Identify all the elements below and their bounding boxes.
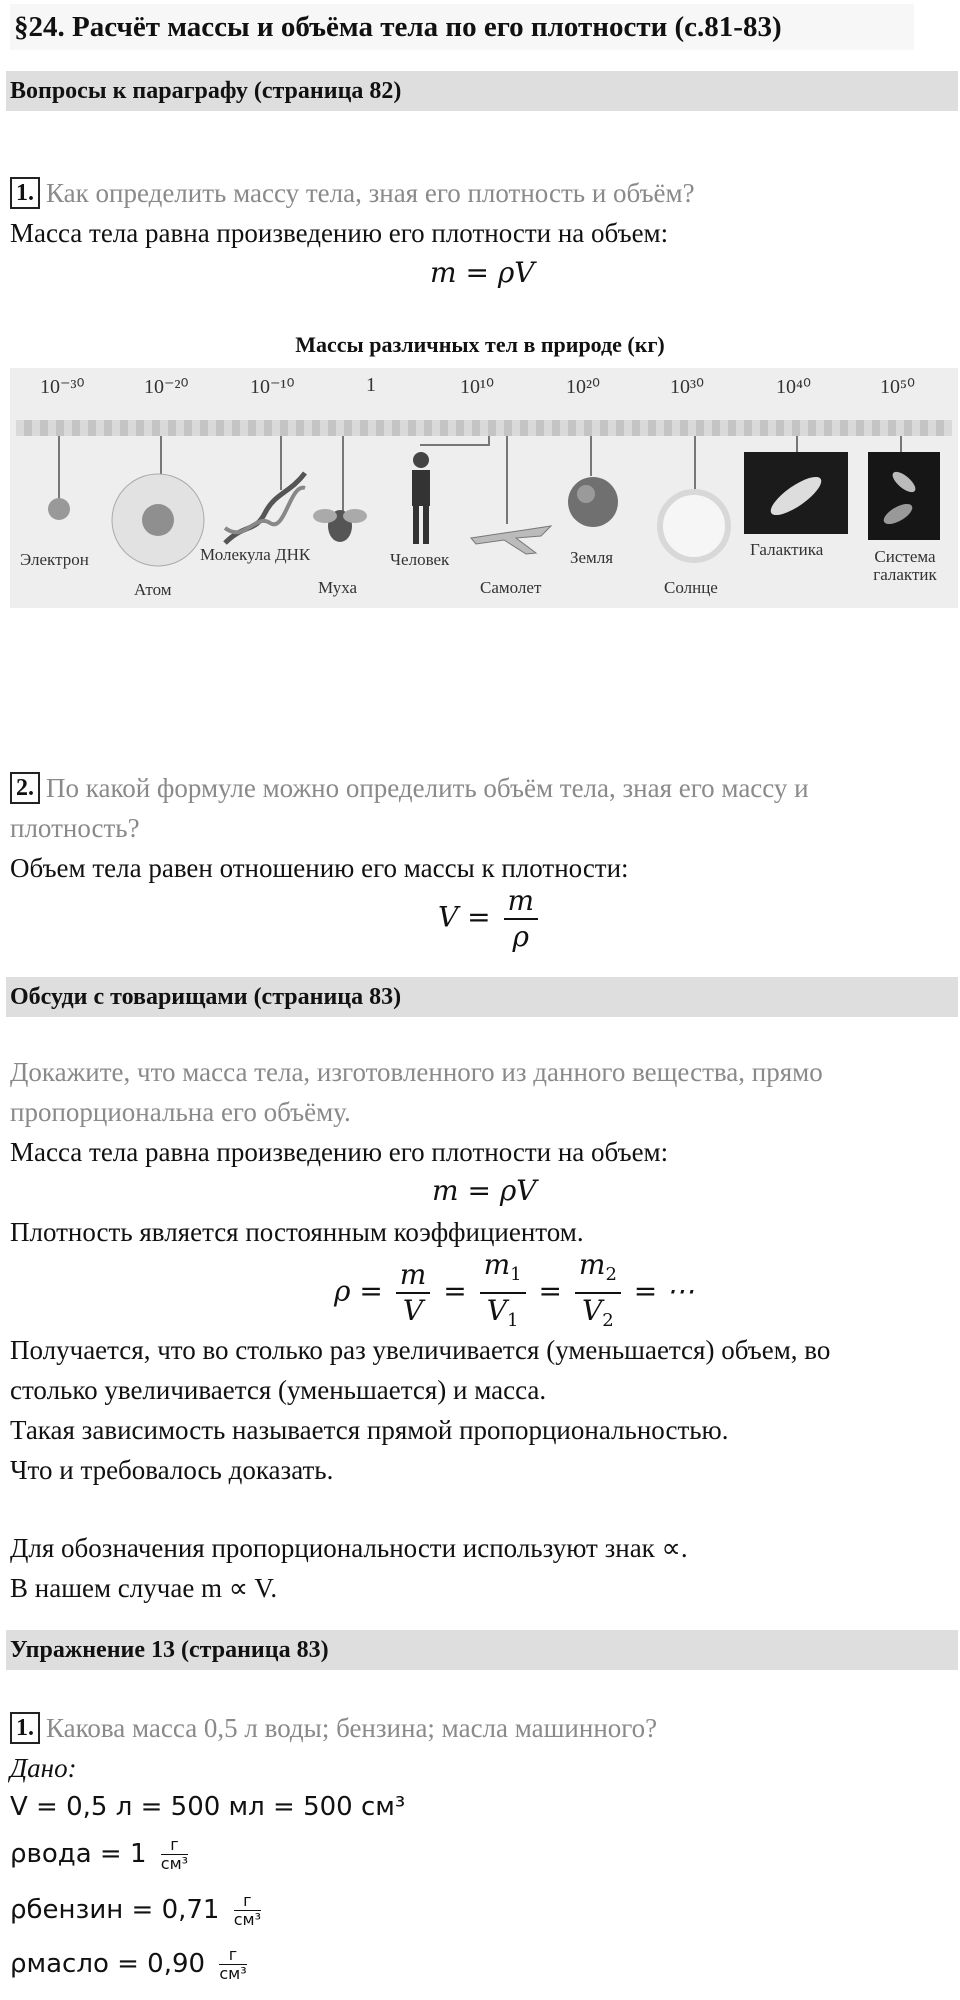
tick-label: 10⁻²⁰ (144, 376, 189, 398)
galaxy-system-image (868, 452, 940, 540)
question-number: 1. (10, 1712, 40, 1744)
discuss-section-header: Обсуди с товарищами (страница 83) (6, 977, 958, 1017)
figure-label-person: Человек (390, 550, 450, 569)
question-number: 2. (10, 772, 40, 804)
fly-image (310, 498, 370, 548)
discuss-line2: Плотность является постоянным коэффициентом. (10, 1217, 584, 1247)
given-label: Дано: (10, 1753, 77, 1783)
figure-label-electron: Электрон (20, 550, 89, 569)
stem (420, 444, 490, 446)
figure-label-galaxy-system: Система галактик (873, 547, 937, 584)
question-text-line1: По какой формуле можно определить объём тела, зная его массу и (46, 773, 809, 803)
unit-denominator: см³ (160, 1854, 189, 1873)
earth-image (566, 472, 620, 532)
dna-image (220, 468, 310, 548)
discuss-line7: Для обозначения пропорциональности используют знак ∝. (10, 1533, 688, 1563)
scale-bar (16, 420, 952, 436)
formula-mass-repeat: m = ρV (432, 1174, 537, 1207)
density-oil-line (10, 1946, 247, 1983)
discuss-line6: Что и требовалось доказать. (10, 1455, 334, 1485)
figure-label-airplane: Самолет (480, 578, 542, 597)
tick-label: 10⁻³⁰ (40, 376, 85, 398)
unit-fraction (234, 1892, 261, 1929)
figure-label-atom: Атом (134, 580, 172, 599)
question-number: 1. (10, 177, 40, 209)
density-oil: ρмасло = 0,90 (10, 1949, 206, 1979)
figure-label-dna: Молекула ДНК (200, 545, 311, 564)
mass-scale-figure (10, 368, 958, 608)
question-2 (10, 768, 809, 808)
unit-fraction (219, 1946, 246, 1983)
figure-label-earth: Земля (570, 548, 614, 567)
tick-label: 10¹⁰ (460, 376, 495, 398)
unit-numerator: г (219, 1946, 246, 1965)
tick-label: 10⁴⁰ (776, 376, 811, 398)
unit-numerator: г (161, 1836, 188, 1855)
question-1 (10, 173, 695, 213)
tick-label: 10⁵⁰ (880, 376, 915, 398)
person-image (406, 450, 436, 546)
discuss-prompt-line2: пропорциональна его объёму. (10, 1097, 351, 1127)
exercise-question-text: Какова масса 0,5 л воды; бензина; масла машинного? (46, 1713, 658, 1743)
discuss-line1: Масса тела равна произведению его плотности на объем: (10, 1137, 669, 1167)
exercise-section-header: Упражнение 13 (страница 83) (6, 1630, 958, 1670)
density-petrol-line (10, 1892, 261, 1929)
page-title: §24. Расчёт массы и объёма тела по его плотности (с.81-83) (10, 4, 914, 50)
unit-denominator: см³ (219, 1964, 247, 1983)
answer-2-text: Объем тела равен отношению его массы к плотности: (10, 853, 629, 883)
density-water-line (10, 1836, 188, 1873)
electron-image (46, 496, 72, 522)
discuss-line3: Получается, что во столько раз увеличивается (уменьшается) объем, во (10, 1335, 831, 1365)
galaxy-image (744, 452, 848, 534)
figure-label-galaxy: Галактика (750, 540, 824, 559)
stem (590, 436, 592, 476)
density-petrol: ρбензин = 0,71 (10, 1895, 220, 1925)
airplane-image (466, 508, 556, 558)
atom-image (108, 470, 208, 570)
discuss-prompt-line1: Докажите, что масса тела, изготовленного из данного вещества, прямо (10, 1057, 823, 1087)
tick-label: 1 (366, 374, 376, 396)
density-water: ρвода = 1 (10, 1839, 147, 1869)
answer-1-text: Масса тела равна произведению его плотности на объем: (10, 218, 669, 248)
numerator: m (504, 884, 539, 920)
sun-image (656, 488, 732, 564)
formula-volume (438, 884, 542, 954)
unit-denominator: см³ (233, 1910, 262, 1929)
discuss-line8: В нашем случае m ∝ V. (10, 1573, 278, 1603)
volume-line: V = 0,5 л = 500 мл = 500 см³ (10, 1792, 406, 1822)
exercise-question-1 (10, 1708, 657, 1748)
figure-label-fly: Муха (318, 578, 358, 597)
discuss-line4: столько увеличивается (уменьшается) и масса. (10, 1375, 547, 1405)
formula-mass: m = ρV (430, 256, 535, 289)
tick-label: 10³⁰ (670, 376, 705, 398)
discuss-line5: Такая зависимость называется прямой пропорциональностью. (10, 1415, 729, 1445)
question-text-line2: плотность? (10, 813, 140, 843)
formula-lhs: V = (438, 900, 491, 934)
tick-label: 10²⁰ (566, 376, 601, 398)
figure-label-sun: Солнце (664, 578, 718, 597)
unit-numerator: г (234, 1892, 261, 1911)
tick-label: 10⁻¹⁰ (250, 376, 295, 398)
unit-fraction (161, 1836, 188, 1873)
stem (694, 436, 696, 492)
question-text: Как определить массу тела, зная его плотность и объём? (46, 178, 695, 208)
questions-section-header: Вопросы к параграфу (страница 82) (6, 71, 958, 111)
formula-density-chain: ρ = $\frac{m}{V}$ = $\frac{m_1}{V_1}$ = $\frac{m_2}{V_2}$ = ⋯ (334, 1248, 695, 1331)
fraction (504, 884, 539, 954)
denominator: ρ (512, 920, 530, 953)
figure-title: Массы различных тел в природе (кг) (295, 332, 665, 357)
